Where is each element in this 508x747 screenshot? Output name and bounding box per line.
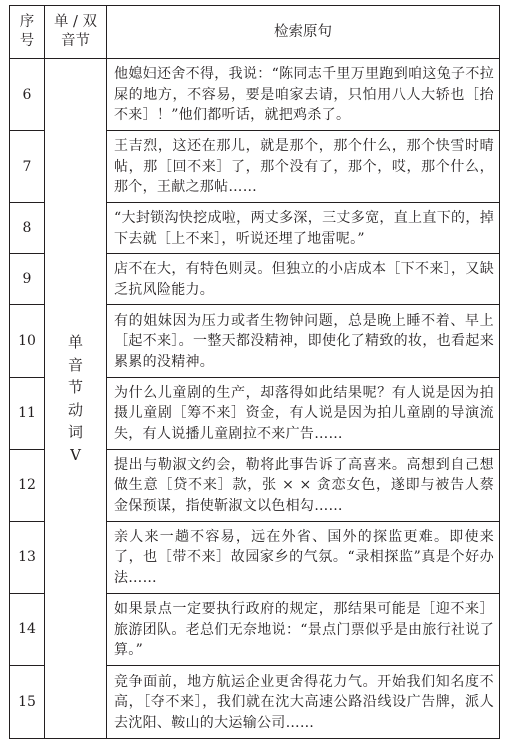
sentence-cell: 有的姐妹因为压力或者生物钟问题，总是晚上睡不着、早上［起不来］。一整天都没精神，即使化了精致的妆，也看起来累累的没精神。 [107, 305, 500, 377]
category-char: V [70, 445, 81, 464]
row-number: 8 [10, 203, 45, 254]
sentence-cell: “大封锁沟快挖成啦，两丈多深，三丈多宽，直上直下的，掉下去就［上不来］，听说还埋了地雷呢。” [107, 203, 500, 254]
category-char: 单 [67, 333, 83, 351]
header-index [10, 6, 45, 59]
table-header-row [10, 6, 500, 59]
sentence-cell: 为什么儿童剧的生产，却落得如此结果呢？有人说是因为拍摄儿童剧［筹不来］资金，有人说是因为拍儿童剧的导演流失，有人说播儿童剧拉不来广告…… [107, 377, 500, 449]
header-type [45, 6, 107, 59]
sentence-cell: 提出与勒淑文约会，勒将此事告诉了高喜来。高想到自己想做生意［贷不来］款，张 × × 贪恋女色，遂即与被告人蔡金保预谋，指使靳淑文以色相勾…… [107, 449, 500, 521]
category-char: 动 [67, 400, 83, 419]
row-number: 12 [10, 449, 45, 521]
row-number: 10 [10, 305, 45, 377]
row-number: 6 [10, 59, 45, 131]
row-number: 15 [10, 665, 45, 738]
table-row [10, 59, 500, 131]
header-type-line1: 单 / 双 [53, 14, 98, 30]
sentence-cell: 他媳妇还舍不得，我说：“陈同志千里万里跑到咱这兔子不拉屎的地方，不容易，要是咱家去请，只怕用八人大轿也［抬不来］！”他们都听话，就把鸡杀了。 [107, 59, 500, 131]
sentence-cell: 王吉烈，这还在那儿，就是那个，那个什么，那个快雪时晴帖，那［回不来］了，那个没有了，那个，哎，那个什么，那个，王献之那帖…… [107, 131, 500, 203]
sentence-cell: 竞争面前，地方航运企业更舍得花力气。开始我们知名度不高，［夺不来］，我们就在沈大高速公路沿线设广告牌，派人去沈阳、鞍山的大运输公司…… [107, 665, 500, 738]
row-number: 9 [10, 254, 45, 305]
header-index-line1: 序 [19, 14, 35, 30]
header-sentence: 检索原句 [107, 6, 500, 59]
row-number: 11 [10, 377, 45, 449]
corpus-table [9, 5, 500, 739]
category-cell [45, 59, 107, 739]
sentence-cell: 亲人来一趟不容易，远在外省、国外的探监更难。即使来了，也［带不来］故园家乡的气氛。“录相探监”真是个好办法…… [107, 521, 500, 593]
header-index-line2: 号 [19, 33, 35, 49]
row-number: 14 [10, 593, 45, 665]
category-char: 音 [67, 355, 83, 374]
header-type-line2: 音节 [61, 33, 90, 49]
category-char: 词 [67, 423, 83, 441]
sentence-cell: 店不在大，有特色则灵。但独立的小店成本［下不来］，又缺乏抗风险能力。 [107, 254, 500, 305]
category-char: 节 [67, 378, 83, 396]
row-number: 7 [10, 131, 45, 203]
row-number: 13 [10, 521, 45, 593]
sentence-cell: 如果景点一定要执行政府的规定，那结果可能是［迎不来］旅游团队。老总们无奈地说：“景点门票似乎是由旅行社说了算。” [107, 593, 500, 665]
